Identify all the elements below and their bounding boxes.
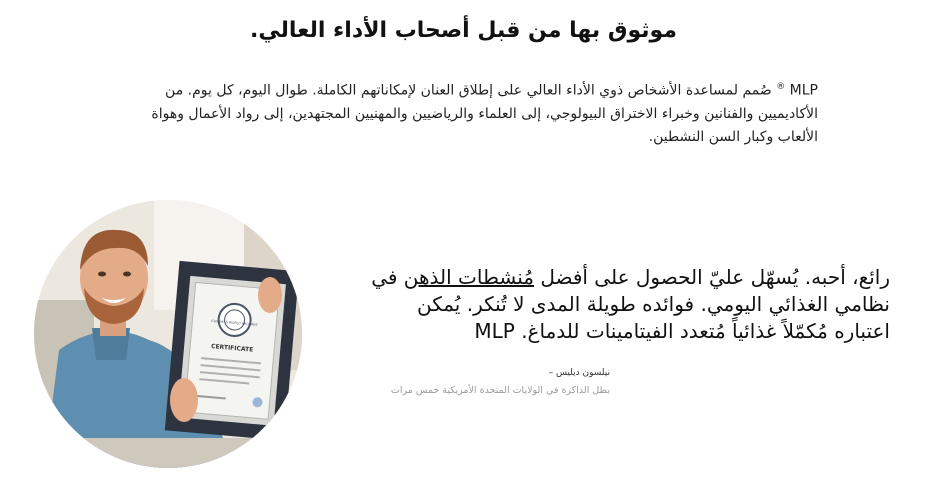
certificate-title: CERTIFICATE <box>210 343 254 354</box>
registered-mark: ® <box>776 82 786 92</box>
testimonial-quote <box>360 264 890 345</box>
testimonial-author-title: بطل الذاكرة في الولايات المتحدة الأمريكية خمس مرات <box>390 385 610 396</box>
testimonial-photo <box>34 200 302 468</box>
quote-brand: MLP <box>474 319 515 343</box>
intro-brand: MLP <box>789 82 818 99</box>
section-heading: موثوق بها من قبل أصحاب الأداء العالي. <box>250 18 677 43</box>
nootropics-link[interactable]: مُنشطات الذهن <box>403 265 534 289</box>
certificate-badge-text: GUINNESS WORLD RECORDS <box>211 318 258 327</box>
intro-paragraph <box>110 76 818 149</box>
quote-text-start: رائع، أحبه. يُسهّل عليّ الحصول على أفضل <box>533 265 890 289</box>
intro-text: صُمم لمساعدة الأشخاص ذوي الأداء العالي على إطلاق العنان لإمكاناتهم الكاملة. طوال اليوم، كل يوم. من الأكاديميين والفنانين وخبراء الاختراق البيولوجي، إلى العلماء والرياضيين والمهنيين المجتهدين، إلى رواد الأعمال وهواة الألعاب وكبار السن النشطين. <box>151 82 818 145</box>
quote-text-end: في نظامي الغذائي اليومي. فوائده طويلة المدى لا تُنكر. يُمكن اعتباره مُكمّلاً غذائياً مُتعدد الفيتامينات للدماغ. <box>371 265 890 343</box>
testimonial-author: نيلسون ديليس – <box>548 368 610 378</box>
